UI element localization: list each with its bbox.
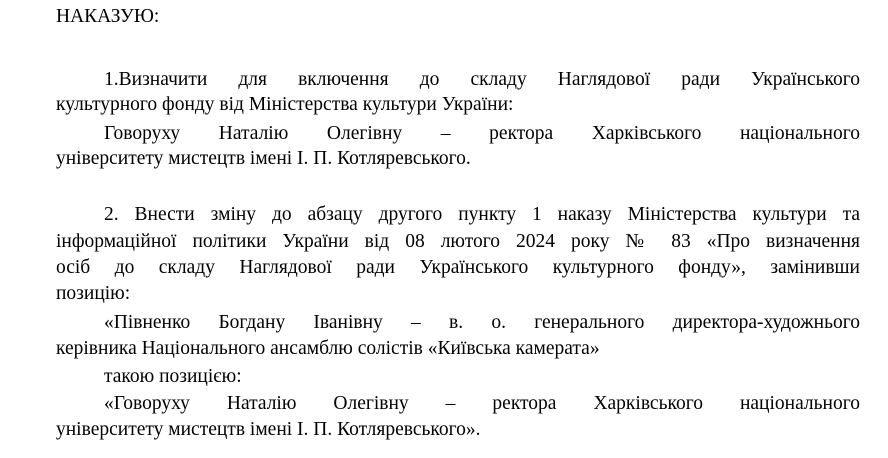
- item-2-line-7: такою позицією:: [104, 366, 242, 387]
- item-1-line-3: Говоруху Наталію Олегівну – ректора Харківського національного: [104, 123, 860, 144]
- item-2-line-5: «Півненко Богдану Іванівну – в. о. генерального директора-художнього: [104, 312, 860, 333]
- item-1-line-2: культурного фонду від Міністерства культури України:: [56, 94, 514, 115]
- item-2-line-3: осіб до складу Наглядової ради Українського культурного фонду», замінивши: [56, 257, 860, 278]
- item-1-line-1: 1.Визначити для включення до складу Наглядової ради Українського: [104, 69, 860, 90]
- item-2-line-6: керівника Національного ансамблю солістів «Київська камерата»: [56, 338, 600, 359]
- item-1-line-4: університету мистецтв імені І. П. Котляревського.: [56, 148, 471, 169]
- item-2-line-1: 2. Внести зміну до абзацу другого пункту 1 наказу Міністерства культури та: [104, 204, 860, 225]
- item-2-line-8: «Говоруху Наталію Олегівну – ректора Харківського національного: [104, 393, 860, 414]
- item-2-line-4: позицію:: [56, 283, 131, 304]
- order-heading: НАКАЗУЮ:: [56, 6, 160, 27]
- item-2-line-9: університету мистецтв імені І. П. Котляревського».: [56, 419, 481, 440]
- item-2-line-2: інформаційної політики України від 08 лютого 2024 року № 83 «Про визначення: [56, 231, 860, 252]
